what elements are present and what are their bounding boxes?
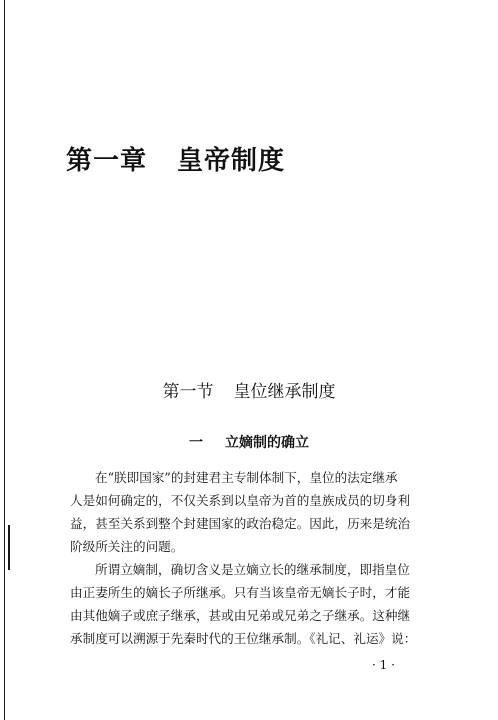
- subsection-number: 一: [189, 435, 203, 451]
- page-number: · 1 ·: [372, 658, 395, 672]
- text-line: 在“朕即国家”的封建君主专制体制下，皇位的法定继承: [95, 470, 398, 485]
- text-line: 由正妻所生的嫡长子所继承。只有当该皇帝无嫡长子时，才能: [70, 585, 411, 600]
- paragraph-2: [70, 558, 426, 650]
- text-line: 阶级所关注的问题。: [70, 539, 184, 554]
- chapter-name: 皇帝制度: [177, 146, 286, 176]
- section-name: 皇位继承制度: [233, 382, 336, 402]
- text-line: 承制度可以溯源于先秦时代的王位继承制。《礼记、礼运》说：: [70, 631, 417, 646]
- page-left-edge-rule: [4, 0, 5, 720]
- section-number: 第一节: [162, 382, 214, 402]
- chapter-title: [66, 140, 285, 177]
- text-line: 人是如何确定的，不仅关系到以皇帝为首的皇族成员的切身利: [70, 493, 411, 508]
- paragraph-1: [70, 466, 426, 558]
- text-line: 所谓立嫡制，确切含义是立嫡立长的继承制度，即指皇位: [95, 562, 410, 577]
- text-line: 益，甚至关系到整个封建国家的政治稳定。因此，历来是统治: [70, 516, 411, 531]
- chapter-number: 第一章: [66, 146, 148, 176]
- subsection-title: [0, 432, 498, 452]
- body-text: [70, 466, 426, 650]
- page-edge-mark: [8, 525, 10, 570]
- text-line: 由其他嫡子或庶子继承，甚或由兄弟或兄弟之子继承。这种继: [70, 608, 411, 623]
- subsection-name: 立嫡制的确立: [225, 435, 309, 451]
- section-title: [0, 377, 498, 402]
